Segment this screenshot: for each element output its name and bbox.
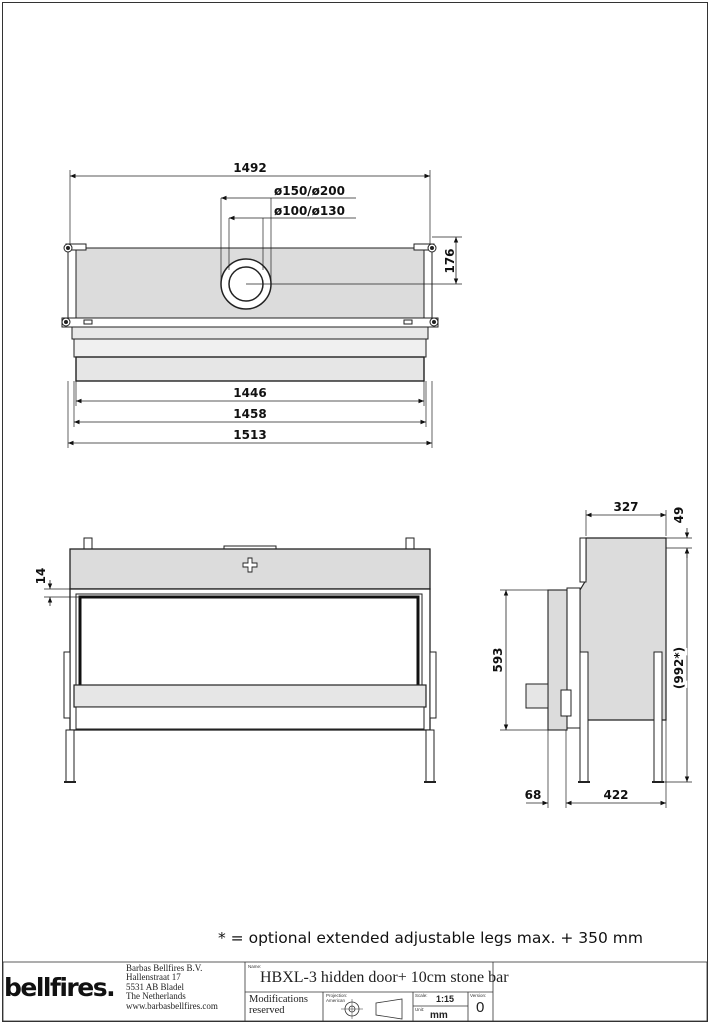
dim-body-depth: 422 (603, 788, 629, 802)
company-website: www.barbasbellfires.com (126, 1000, 218, 1011)
drawing-name: HBXL-3 hidden door+ 10cm stone bar (260, 969, 509, 986)
dim-total-width: 1513 (233, 428, 267, 442)
modifications-line-1: Modifications (249, 994, 308, 1005)
version-label: Version: (470, 993, 487, 998)
company-address (126, 964, 218, 1011)
dim-top-offset: 49 (672, 506, 686, 524)
company-name: Barbas Bellfires B.V. (126, 963, 203, 973)
modifications-line-2: reserved (249, 1005, 285, 1016)
dim-opening-height: 593 (491, 647, 505, 673)
front-view (44, 538, 436, 782)
side-view (500, 510, 692, 808)
dim-frame-width: 1458 (233, 407, 267, 421)
dim-top-gap: 14 (34, 567, 48, 585)
unit-label: Unit: (415, 1007, 425, 1012)
dim-total-height: (992*) (672, 646, 686, 690)
projection-value: American (326, 998, 346, 1003)
sheet-border (3, 3, 708, 1022)
dim-bar-depth: 68 (524, 788, 542, 802)
company-country: The Netherlands (126, 991, 186, 1002)
optional-legs-note: * = optional extended adjustable legs max. + 350 mm (218, 929, 644, 947)
side-body (580, 538, 666, 720)
dim-flue-inner: ø100/ø130 (274, 204, 345, 218)
version-value: 0 (476, 999, 485, 1016)
unit-value: mm (430, 1010, 448, 1021)
dim-overall-width: 1492 (233, 161, 267, 175)
company-postal: 5531 AB Bladel (126, 981, 184, 992)
scale-value: 1:15 (436, 994, 455, 1004)
projection-label: Projection: (326, 993, 348, 998)
stone-bar (74, 685, 426, 707)
dim-flue-outer: ø150/ø200 (274, 184, 345, 198)
scale-label: Scale: (415, 993, 428, 998)
dim-flue-offset: 176 (443, 248, 457, 274)
name-label: Name: (248, 964, 262, 969)
dim-top-depth: 327 (613, 500, 639, 514)
modifications-note (249, 994, 308, 1016)
dim-glass-width: 1446 (233, 386, 267, 400)
company-street: Hallenstraat 17 (126, 972, 181, 983)
bellfires-logo: bellfires. (4, 973, 115, 1002)
